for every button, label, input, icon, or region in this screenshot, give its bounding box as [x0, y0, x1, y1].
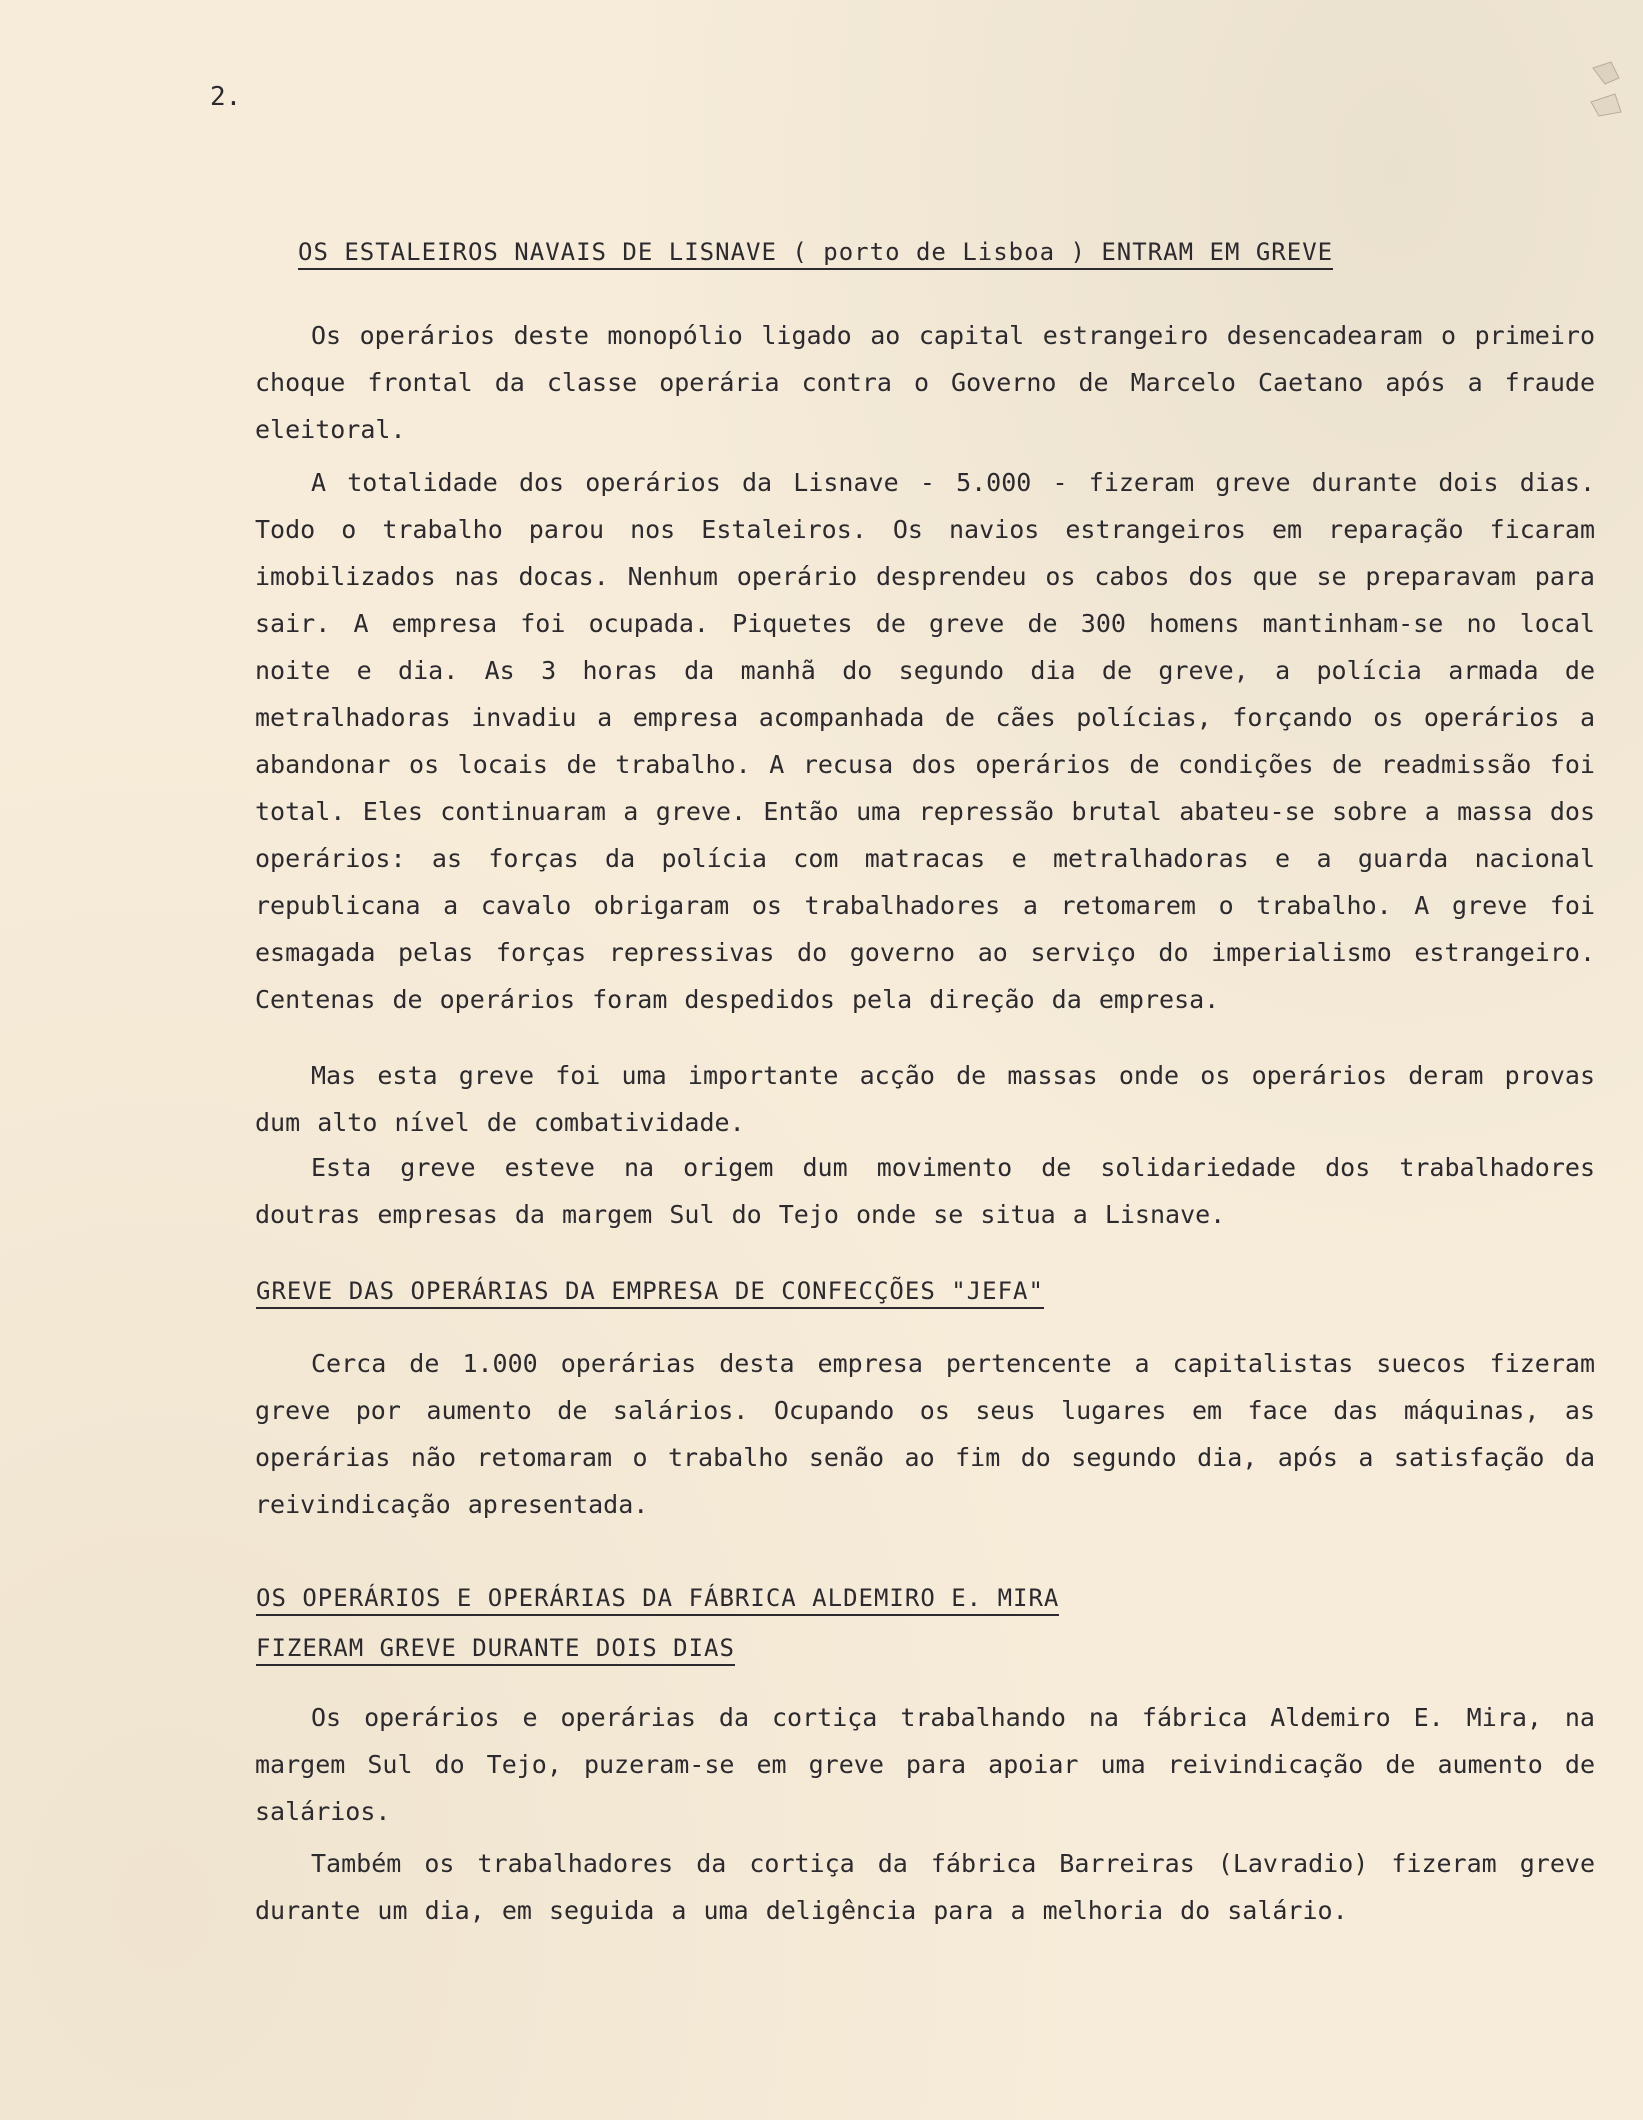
section-heading-aldemiro-line2: FIZERAM GREVE DURANTE DOIS DIAS — [256, 1634, 735, 1666]
section-heading-aldemiro-line1: OS OPERÁRIOS E OPERÁRIAS DA FÁBRICA ALDEMIRO E. MIRA — [256, 1584, 1059, 1616]
section-heading-jefa: GREVE DAS OPERÁRIAS DA EMPRESA DE CONFECÇÕES "JEFA" — [256, 1277, 1044, 1309]
paragraph: Mas esta greve foi uma importante acção de massas onde os operários deram provas dum alto nível de combatividade. — [255, 1061, 1595, 1137]
paragraph: A totalidade dos operários da Lisnave - 5.000 - fizeram greve durante dois dias. Todo o trabalho parou nos Estaleiros. Os navios estrangeiros em reparação ficaram imobilizados nas docas. Nenhum operário desprendeu os cabos dos que se preparavam para sair. A empresa foi ocupada. Piquetes de greve de 300 homens mantinham-se no local noite e dia. As 3 horas da manhã do segundo dia de greve, a polícia armada de metralhadoras invadiu a empresa acompanhada de cães polícias, forçando os operários a abandonar os locais de trabalho. A recusa dos operários de condições de readmissão foi total. Eles continuaram a greve. Então uma repressão brutal abateu-se sobre a massa dos operários: as forças da polícia com matracas e metralhadoras e a guarda nacional republicana a cavalo obrigaram os trabalhadores a retomarem o trabalho. A greve foi esmagada pelas forças repressivas do governo ao serviço do imperialismo estrangeiro. Centenas de operários foram despedidos pela direção da empresa. — [255, 468, 1595, 1014]
page-number: 2. — [210, 82, 242, 112]
section-heading-lisnave: OS ESTALEIROS NAVAIS DE LISNAVE ( porto de Lisboa ) ENTRAM EM GREVE — [298, 238, 1333, 270]
paragraph: Os operários deste monopólio ligado ao capital estrangeiro desencadearam o primeiro choque frontal da classe operária contra o Governo de Marcelo Caetano após a fraude eleitoral. — [255, 321, 1595, 444]
paragraph: Esta greve esteve na origem dum movimento de solidariedade dos trabalhadores doutras empresas da margem Sul do Tejo onde se situa a Lisnave. — [255, 1153, 1595, 1229]
paragraph: Cerca de 1.000 operárias desta empresa pertencente a capitalistas suecos fizeram greve por aumento de salários. Ocupando os seus lugares em face das máquinas, as operárias não retomaram o trabalho senão ao fim do segundo dia, após a satisfação da reivindicação apresentada. — [255, 1349, 1595, 1519]
paragraph: Também os trabalhadores da cortiça da fábrica Barreiras (Lavradio) fizeram greve durante um dia, em seguida a uma deligência para a melhoria do salário. — [255, 1849, 1595, 1925]
paper-tear-mark — [1585, 58, 1625, 118]
paragraph: Os operários e operárias da cortiça trabalhando na fábrica Aldemiro E. Mira, na margem Sul do Tejo, puzeram-se em greve para apoiar uma reivindicação de aumento de salários. — [255, 1703, 1595, 1826]
